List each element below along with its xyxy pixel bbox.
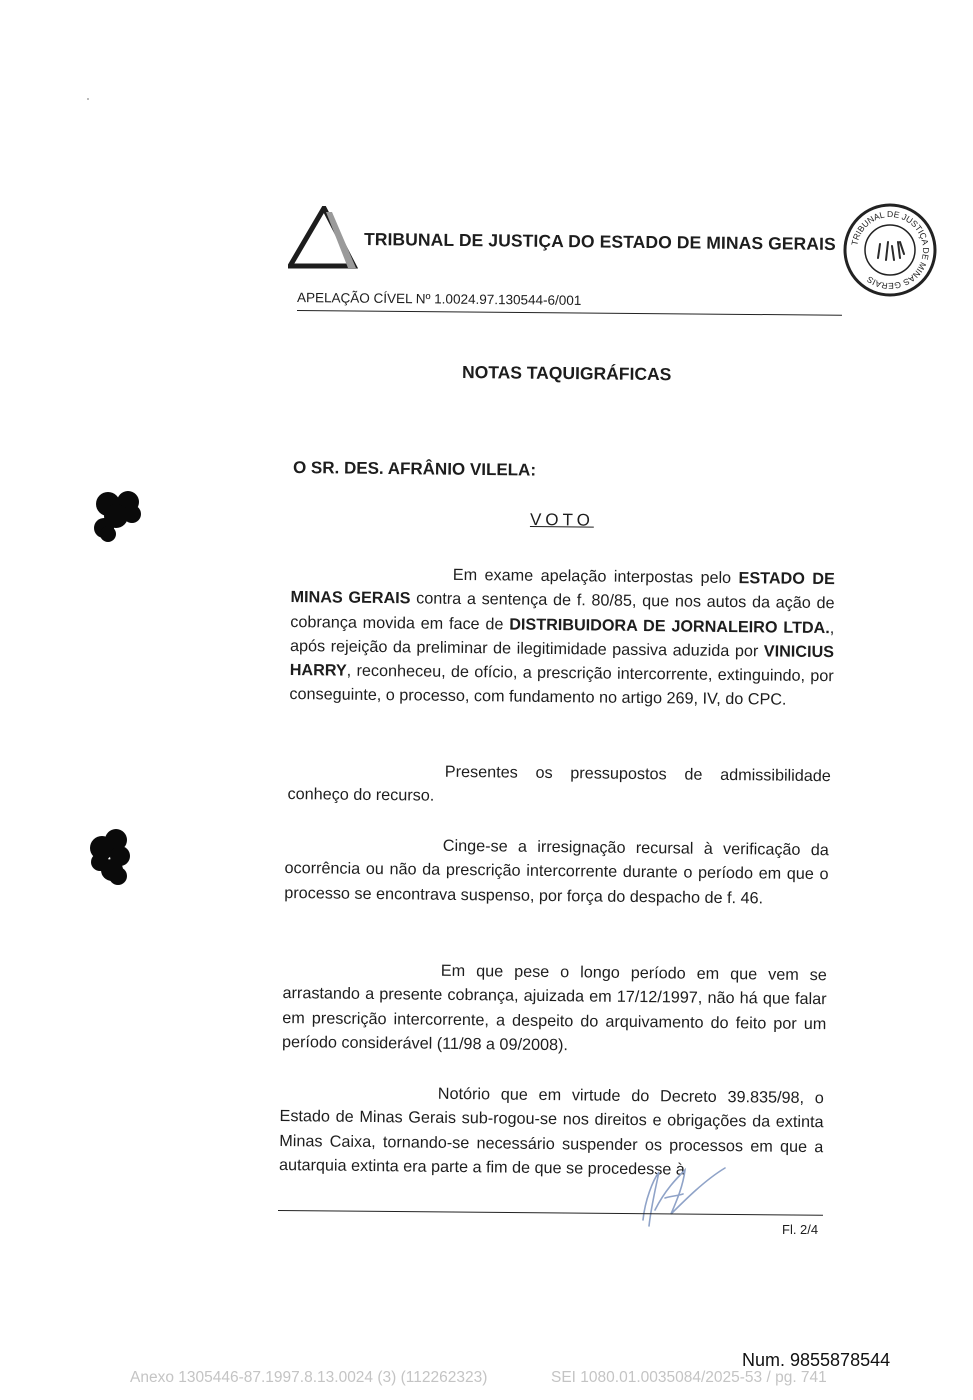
- page-folio: Fl. 2/4: [782, 1222, 819, 1237]
- speaker-heading: O SR. DES. AFRÂNIO VILELA:: [292, 458, 537, 480]
- paragraph-5: [279, 1080, 824, 1183]
- defendant-name: DISTRIBUIDORA DE JORNALEIRO LTDA.: [509, 615, 830, 637]
- case-number: APELAÇÃO CÍVEL Nº 1.0024.97.130544-6/001: [296, 290, 582, 308]
- paragraph-1: [289, 561, 835, 713]
- document-number: Num. 9855878544: [742, 1350, 891, 1370]
- third-party-name: VINICIUS HARRY: [289, 642, 835, 680]
- court-logo-icon: [288, 206, 358, 272]
- paragraph-3: [284, 832, 829, 911]
- redaction-blot: [88, 486, 150, 548]
- footer-divider: [278, 1210, 823, 1216]
- paragraph-4: [282, 957, 827, 1060]
- document-title: NOTAS TAQUIGRÁFICAS: [461, 362, 672, 385]
- paragraph-1-text-c: contra a sentença de f. 80/85, que nos autos da ação de cobrança movida em face de: [290, 589, 835, 634]
- paragraph-1-text-a: Em exame apelação interpostas pelo: [452, 565, 739, 588]
- court-name: TRIBUNAL DE JUSTIÇA DO ESTADO DE MINAS GERAIS: [363, 229, 836, 254]
- header-divider: [297, 310, 842, 316]
- paragraph-2: [287, 758, 831, 813]
- court-seal-stamp: [842, 202, 938, 298]
- paragraph-3-text: Cinge-se a irresignação recursal à verificação da ocorrência ou não da prescrição intercorrente durante o período em que o processo se encontrava suspenso, por força do despacho de f. 46.: [284, 836, 829, 908]
- sei-reference: SEI 1080.01.0035084/2025-53 / pg. 741: [551, 1369, 827, 1386]
- annex-reference: Anexo 1305446-87.1997.8.13.0024 (3) (112262323): [130, 1369, 488, 1386]
- appellant-name: ESTADO DE MINAS GERAIS: [290, 569, 835, 608]
- paragraph-1-text-g: , reconheceu, de ofício, a prescrição intercorrente, extinguindo, por conseguinte, o processo, com fundamento no artigo 269, IV, do CPC.: [289, 661, 834, 710]
- scan-speck: [87, 98, 89, 100]
- redaction-blot: [80, 826, 142, 888]
- paragraph-4-text: Em que pese o longo período em que vem se arrastando a presente cobrança, ajuizada em 17/12/1997, não há que falar em prescrição intercorrente, a despeito do arquivamento do feito por um período considerável (11/98 a 09/2008).: [281, 961, 827, 1055]
- paragraph-5-text: Notório que em virtude do Decreto 39.835/98, o Estado de Minas Gerais sub-rogou-se nos direitos e obrigações da extinta Minas Caixa, tornando-se necessário suspender os processos em que a autarquia extinta era parte a fim de que se procedesse à: [278, 1084, 824, 1179]
- paragraph-2-text: Presentes os pressupostos de admissibilidade conheço do recurso.: [287, 762, 831, 805]
- svg-text:TRIBUNAL DE JUSTIÇA DE MINAS G: TRIBUNAL DE JUSTIÇA DE MINAS GERAIS: [849, 208, 932, 292]
- paragraph-1-text-e: , após rejeição da preliminar de ilegitimidade passiva aduzida por: [289, 618, 835, 661]
- vote-heading: VOTO: [529, 510, 594, 530]
- handwritten-signature: [625, 1150, 735, 1230]
